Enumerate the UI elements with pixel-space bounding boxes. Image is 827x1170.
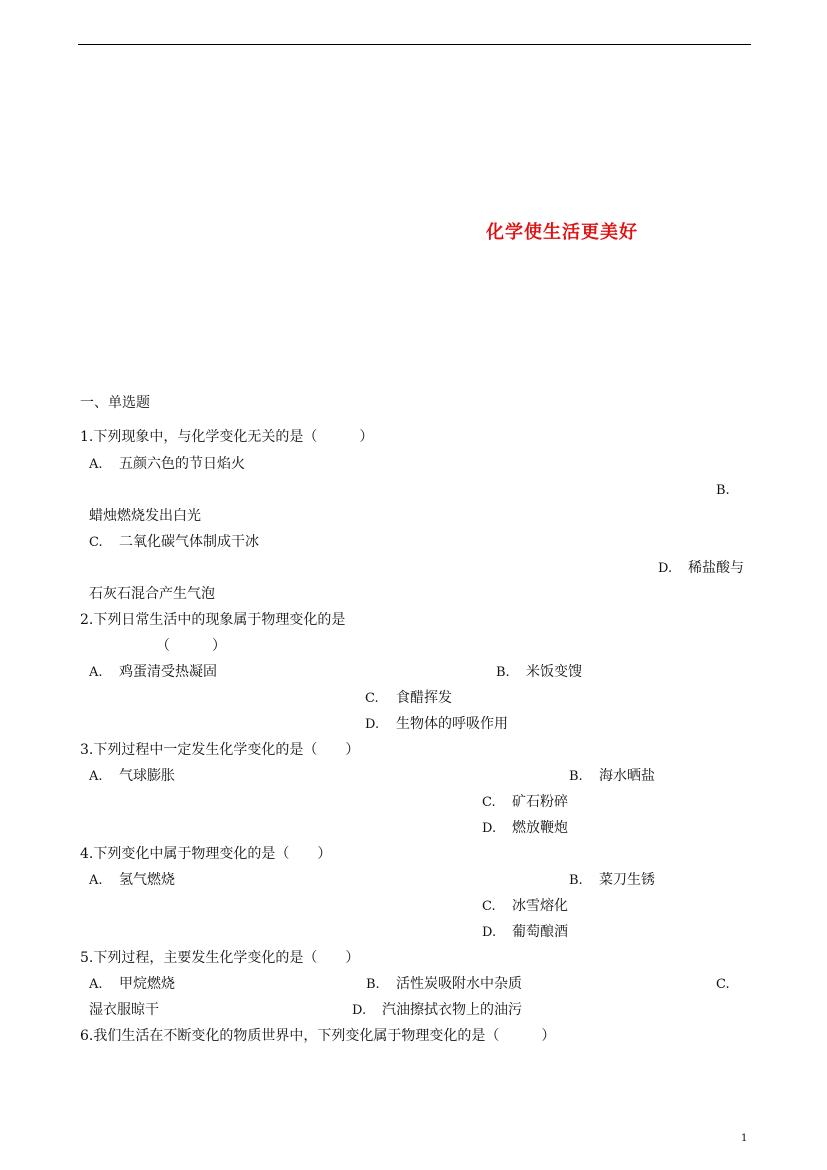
q5-option-c-text: 湿衣服晾干 <box>89 1002 159 1018</box>
q5-option-a-text: 甲烷燃烧 <box>119 976 175 992</box>
q4-option-b-text: 菜刀生锈 <box>599 872 655 888</box>
q5-option-a-label: A. <box>89 977 103 992</box>
q4-option-a-text: 氢气燃烧 <box>119 872 175 888</box>
q1-option-a-text: 五颜六色的节日焰火 <box>119 456 245 472</box>
q3-option-c-text: 矿石粉碎 <box>512 794 568 810</box>
q2-option-b-label: B. <box>496 665 510 680</box>
q3-option-d-text: 燃放鞭炮 <box>512 820 568 836</box>
q4-option-a-label: A. <box>89 873 103 888</box>
q3-option-a-text: 气球膨胀 <box>119 768 175 784</box>
q5-option-d-label: D. <box>352 1003 367 1018</box>
q2-option-b-text: 米饭变馊 <box>526 664 582 680</box>
question-4-stem: 4.下列变化中属于物理变化的是（ ） <box>80 846 332 862</box>
q4-option-c-text: 冰雪熔化 <box>512 898 568 914</box>
question-2-stem: 2.下列日常生活中的现象属于物理变化的是 <box>80 612 346 628</box>
q5-option-c-label: C. <box>716 977 730 992</box>
q5-option-d-text: 汽油擦拭衣物上的油污 <box>382 1002 522 1018</box>
q1-option-c-label: C. <box>89 535 103 550</box>
q4-option-d-text: 葡萄酿酒 <box>512 924 568 940</box>
q3-option-a-label: A. <box>89 769 103 784</box>
q1-option-b-label: B. <box>716 483 730 498</box>
q1-option-d-text-1: 稀盐酸与 <box>688 560 744 576</box>
q1-option-d-text-2: 石灰石混合产生气泡 <box>89 586 215 602</box>
q1-option-b-text: 蜡烛燃烧发出白光 <box>89 508 201 524</box>
q1-option-d-label: D. <box>658 561 673 576</box>
q2-option-a-text: 鸡蛋清受热凝固 <box>119 664 217 680</box>
q4-option-c-label: C. <box>482 899 496 914</box>
question-3-stem: 3.下列过程中一定发生化学变化的是（ ） <box>80 742 360 758</box>
header-rule <box>78 44 751 45</box>
q4-option-d-label: D. <box>482 925 497 940</box>
q2-option-a-label: A. <box>89 665 103 680</box>
q1-option-a-label: A. <box>89 457 103 472</box>
q3-option-b-label: B. <box>569 769 583 784</box>
q3-option-d-label: D. <box>482 821 497 836</box>
question-1-stem: 1.下列现象中，与化学变化无关的是（ ） <box>80 429 374 445</box>
q2-option-c-text: 食醋挥发 <box>396 690 452 706</box>
document-title: 化学使生活更美好 <box>486 222 638 243</box>
q1-option-c-text: 二氧化碳气体制成干冰 <box>119 534 259 550</box>
q2-option-d-label: D. <box>365 717 380 732</box>
question-2-paren: （ ） <box>156 638 226 654</box>
q2-option-c-label: C. <box>365 691 379 706</box>
question-6-stem: 6.我们生活在不断变化的物质世界中，下列变化属于物理变化的是（ ） <box>80 1028 556 1044</box>
page-number: 1 <box>741 1133 748 1144</box>
question-5-stem: 5.下列过程，主要发生化学变化的是（ ） <box>80 950 360 966</box>
section-heading: 一、单选题 <box>80 395 150 411</box>
q3-option-b-text: 海水晒盐 <box>599 768 655 784</box>
q5-option-b-text: 活性炭吸附水中杂质 <box>396 976 522 992</box>
q3-option-c-label: C. <box>482 795 496 810</box>
q4-option-b-label: B. <box>569 873 583 888</box>
q2-option-d-text: 生物体的呼吸作用 <box>396 716 508 732</box>
q5-option-b-label: B. <box>366 977 380 992</box>
